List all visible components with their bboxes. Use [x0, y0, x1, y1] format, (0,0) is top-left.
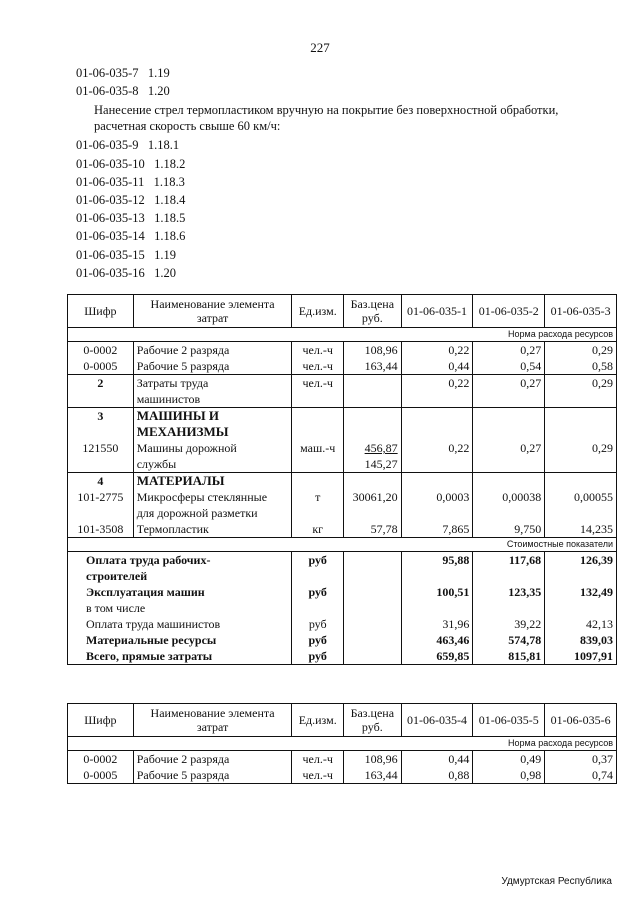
cost-row: Эксплуатация машин в том числе руб 100,51 123,35 132,49 [68, 584, 617, 616]
code-line: 01-06-035-16 1.20 [76, 265, 176, 280]
page-number: 227 [310, 40, 330, 55]
code-line: 01-06-035-13 1.18.5 [76, 211, 186, 226]
code-line: 01-06-035-14 1.18.6 [76, 229, 186, 244]
norma-label-row: Норма расхода ресурсов [68, 328, 617, 342]
footer-region-label: Удмуртская Республика [501, 876, 612, 887]
code-line: 01-06-035-12 1.18.4 [76, 192, 186, 207]
cost-row: Оплата труда рабочих- строителей руб 95,88 117,68 126,39 [68, 552, 617, 585]
resource-table-1 [67, 294, 617, 665]
code-line: 01-06-035-8 1.20 [76, 84, 170, 99]
table-row: 0-0005 Рабочие 5 разряда чел.-ч 163,44 0,88 0,98 0,74 [68, 767, 617, 784]
table-header-row: Шифр Наименование элемента затрат Ед.изм. Баз.цена руб. 01-06-035-1 01-06-035-2 01-06-035-3 [68, 295, 617, 328]
section-header-row: 3 МАШИНЫ И МЕХАНИЗМЫ [68, 408, 617, 441]
section-header-row: 4 МАТЕРИАЛЫ [68, 473, 617, 490]
code-line: 01-06-035-10 1.18.2 [76, 156, 186, 171]
code-line: 01-06-035-15 1.19 [76, 247, 176, 262]
code-list [76, 64, 594, 282]
norma-label-row: Норма расхода ресурсов [68, 737, 617, 751]
table-row: 0-0002 Рабочие 2 разряда чел.-ч 108,96 0,22 0,27 0,29 [68, 342, 617, 359]
code-line: 01-06-035-9 1.18.1 [76, 138, 180, 153]
cost-row: Материальные ресурсы руб 463,46 574,78 839,03 [68, 632, 617, 648]
table-header-row: Шифр Наименование элемента затрат Ед.изм. Баз.цена руб. 01-06-035-4 01-06-035-5 01-06-035-6 [68, 704, 617, 737]
table-row: 0-0005 Рабочие 5 разряда чел.-ч 163,44 0,44 0,54 0,58 [68, 358, 617, 375]
section-description: Нанесение стрел термопластиком вручную на покрытие без поверхностной обработки, расчетная скорость свыше 60 км/ч: [94, 103, 559, 134]
table-row: 101-2775 Микросферы стеклянные для дорожной разметки т 30061,20 0,0003 0,00038 0,00055 [68, 489, 617, 521]
resource-table-2 [67, 703, 617, 784]
cost-row: Всего, прямые затраты руб 659,85 815,81 1097,91 [68, 648, 617, 665]
cost-row: Оплата труда машинистов руб 31,96 39,22 42,13 [68, 616, 617, 632]
table-row: 121550 Машины дорожной службы маш.-ч 456,87 145,27 0,22 0,27 0,29 [68, 440, 617, 473]
table-row: 0-0002 Рабочие 2 разряда чел.-ч 108,96 0,44 0,49 0,37 [68, 751, 617, 768]
code-line: 01-06-035-7 1.19 [76, 66, 170, 80]
table-row: 2 Затраты труда машинистов чел.-ч 0,22 0,27 0,29 [68, 375, 617, 408]
cost-label-row: Стоимостные показатели [68, 538, 617, 552]
table-row: 101-3508 Термопластик кг 57,78 7,865 9,750 14,235 [68, 521, 617, 538]
code-line: 01-06-035-11 1.18.3 [76, 174, 185, 189]
